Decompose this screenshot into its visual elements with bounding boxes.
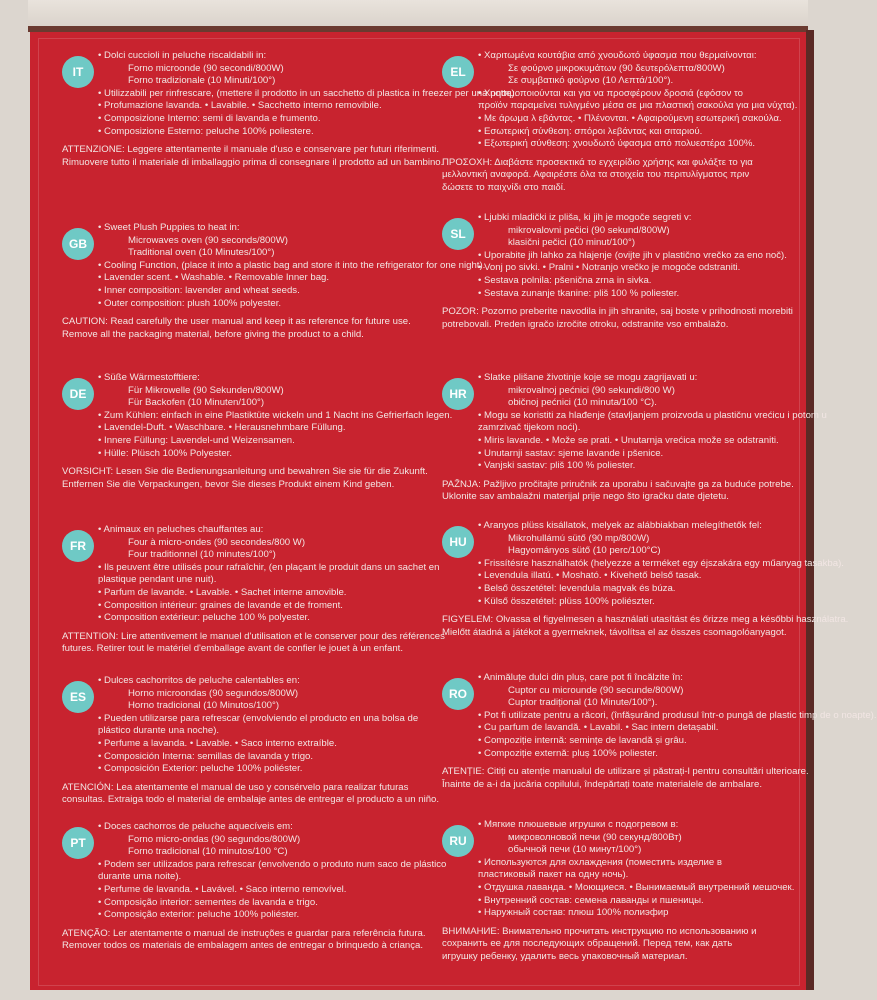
instruction-line: • Perfume de lavanda. • Lavável. • Saco interno removível.: [98, 883, 347, 895]
instruction-line: • Profumazione lavanda. • Lavabile. • Sacchetto interno removibile.: [98, 100, 382, 112]
language-badge-pt: PT: [62, 827, 94, 859]
warning-line: Remove all the packaging material, before giving the product to a child.: [62, 328, 364, 340]
instruction-line: • Pot fi utilizate pentru a răcori, (înfășurând produsul într-o pungă de plastic timp de o noapte).: [478, 709, 877, 721]
language-badge-fr: FR: [62, 530, 94, 562]
instruction-line: Hagyományos sütő (10 perc/100°C): [508, 545, 661, 557]
instructions-text: [98, 675, 432, 776]
warning-line: игрушку ребенку, удалить весь упаковочный материал.: [442, 950, 688, 962]
instruction-line: • Utilizzabili per rinfrescare, (mettere il prodotto in un sacchetto di plastica in freezer per una notte).: [98, 87, 518, 99]
instruction-line: • Dolci cuccioli in peluche riscaldabili in:: [98, 50, 267, 61]
instructions-text: [478, 372, 827, 473]
warning-line: ВНИМАНИЕ: Внимательно прочитать инструкцию по использованию и: [442, 925, 757, 937]
instruction-line: • Composizione Interno: semi di lavanda e frumento.: [98, 112, 321, 124]
instruction-line: • Εξωτερική σύνθεση: χνουδωτό ύφασμα από πολυεστέρα 100%.: [478, 138, 756, 150]
warning-line: VORSICHT: Lesen Sie die Bedienungsanleitung und bewahren Sie sie für die Zukunft.: [62, 466, 428, 478]
instruction-line: • Zum Kühlen: einfach in eine Plastiktüte wickeln und 1 Nacht ins Gefrierfach legen.: [98, 409, 453, 421]
instruction-line: Cuptor tradițional (10 Minute/100°).: [508, 697, 658, 709]
instruction-line: Σε συμβατικό φούρνο (10 Λεπτά/100°).: [508, 75, 674, 87]
warning-text: [442, 926, 812, 964]
warning-line: Înainte de a-i da jucăria copilului, îndepărtați toate materialele de ambalare.: [442, 778, 762, 790]
warning-text: [62, 466, 432, 491]
instruction-line: • Composição exterior: peluche 100% poliéster.: [98, 909, 300, 921]
instruction-line: običnoj pećnici (10 minuta/100 °C).: [508, 397, 657, 409]
instruction-line: • Vonj po sivki. • Pralni • Notranjo vrečko je mogoče odstraniti.: [478, 262, 741, 274]
instruction-line: • Innere Füllung: Lavendel-und Weizensamen.: [98, 434, 295, 446]
instruction-line: plastique pendant une nuit).: [98, 574, 217, 586]
instruction-line: • Composição interior: sementes de lavanda e trigo.: [98, 896, 318, 908]
warning-line: ΠΡΟΣΟΧΗ: Διαβάστε προσεκτικά το εγχειρίδιο χρήσης και φυλάξτε το για: [442, 156, 753, 168]
warning-line: сохранить ее для последующих обращений. Перед тем, как дать: [442, 938, 733, 950]
instruction-line: обычной печи (10 минут/100°): [508, 844, 642, 856]
warning-line: ATENCIÓN: Lea atentamente el manual de uso y consérvelo para realizar futuras: [62, 781, 409, 793]
instruction-line: mikrovalnoj pećnici (90 sekundi/800 W): [508, 384, 675, 396]
instruction-line: • Χαριτωμένα κουτάβια από χνουδωτό ύφασμα που θερμαίνονται:: [478, 50, 757, 61]
instruction-line: • Süße Wärmestofftiere:: [98, 372, 200, 383]
instructions-text: [98, 50, 518, 138]
instruction-line: • Sestava zunanje tkanine: pliš 100 % poliester.: [478, 287, 680, 299]
instruction-line: • Animăluțe dulci din pluș, care pot fi încălzite în:: [478, 672, 683, 683]
instruction-line: • Levendula illatú. • Mosható. • Kivehető belső tasak.: [478, 570, 702, 582]
instruction-line: Für Backofen (10 Minuten/100°): [128, 397, 265, 409]
warning-text: [62, 928, 432, 953]
warning-text: [442, 766, 812, 791]
warning-line: Mielőtt átadná a játékot a gyermeknek, távolítsa el az összes csomagolóanyagot.: [442, 626, 787, 638]
instruction-line: Für Mikrowelle (90 Sekunden/800W): [128, 384, 284, 396]
language-badge-it: IT: [62, 56, 94, 88]
instruction-line: • Parfum de lavande. • Lavable. • Sachet interne amovible.: [98, 586, 347, 598]
instruction-line: • Внутренний состав: семена лаванды и пшеницы.: [478, 894, 704, 906]
warning-line: Entfernen Sie die Verpackungen, bevor Sie dieses Produkt einem Kind geben.: [62, 478, 395, 490]
instruction-line: • Pueden utilizarse para refrescar (envolviendo el producto en una bolsa de: [98, 712, 419, 724]
instruction-line: • Animaux en peluches chauffantes au:: [98, 524, 264, 535]
instruction-line: • Ils peuvent être utilisés pour rafraîchir, (en plaçant le produit dans un sachet en: [98, 561, 440, 573]
instruction-line: Forno tradicional (10 minutos/100 °C): [128, 846, 288, 858]
instruction-line: • Εσωτερική σύνθεση: σπόροι λεβάντας και σιταριού.: [478, 125, 703, 137]
instruction-line: Σε φούρνο μικροκυμάτων (90 δευτερόλεπτα/800W): [508, 62, 725, 74]
instruction-line: • Podem ser utilizados para refrescar (envolvendo o produto num saco de plástico: [98, 858, 447, 870]
instruction-line: • Composition extérieur: peluche 100 % polyester.: [98, 612, 310, 624]
instruction-line: • Με άρωμα λ εβάντας. • Πλένονται. • Αφαιρούμενη εσωτερική σακούλα.: [478, 112, 782, 124]
instructions-text: [478, 520, 844, 608]
warning-text: [442, 306, 812, 331]
language-badge-hu: HU: [442, 526, 474, 558]
instruction-line: Horno tradicional (10 Minutos/100°): [128, 700, 280, 712]
instruction-line: пластиковый пакет на одну ночь).: [478, 869, 629, 881]
instructions-text: [478, 672, 877, 760]
warning-line: ATTENTION: Lire attentivement le manuel d'utilisation et le conserver pour des références: [62, 630, 445, 642]
instruction-line: • Наружный состав: плюш 100% полиэфир: [478, 907, 669, 919]
warning-line: futures. Retirer tout le matériel d'emballage avant de confier le jouet à un enfant.: [62, 643, 404, 655]
instruction-line: • Külső összetétel: plüss 100% poliészter.: [478, 595, 655, 607]
instruction-line: plástico durante una noche).: [98, 725, 220, 737]
instruction-line: • Vanjski sastav: pliš 100 % poliester.: [478, 460, 636, 472]
instruction-line: Traditional oven (10 Minutes/100°): [128, 247, 275, 259]
instructions-text: [478, 819, 812, 920]
instruction-line: Four à micro-ondes (90 secondes/800 W): [128, 536, 306, 548]
instructions-text: [478, 50, 812, 151]
instructions-text: [98, 821, 447, 922]
warning-line: Remover todos os materiais de embalagem antes de entregar o brinquedo à criança.: [62, 940, 424, 952]
instruction-line: • Composición Exterior: peluche 100% poliéster.: [98, 763, 303, 775]
warning-text: [62, 316, 432, 341]
instruction-line: • Lavendel-Duft. • Waschbare. • Herausnehmbare Füllung.: [98, 422, 346, 434]
instruction-line: • Отдушка лаванда. • Моющиеся. • Вынимаемый внутренний мешочек.: [478, 881, 795, 893]
warning-text: [442, 614, 849, 639]
language-badge-ru: RU: [442, 825, 474, 857]
warning-line: PAŽNJA: Pažljivo pročitajte priručnik za uporabu i sačuvajte ga za buduće potrebe.: [442, 478, 794, 490]
instruction-line: mikrovalovni pečici (90 sekund/800W): [508, 224, 670, 236]
instruction-line: klasični pečici (10 minut/100°): [508, 237, 636, 249]
warning-line: CAUTION: Read carefully the user manual and keep it as reference for future use.: [62, 316, 411, 328]
instruction-line: • Unutarnji sastav: sjeme lavande i pšenice.: [478, 447, 664, 459]
instruction-line: • Perfume a lavanda. • Lavable. • Saco interno extraíble.: [98, 737, 337, 749]
instruction-line: • Lavender scent. • Washable. • Removable Inner bag.: [98, 272, 330, 284]
instruction-line: • Inner composition: lavender and wheat seeds.: [98, 284, 300, 296]
warning-text: [442, 157, 812, 195]
warning-line: ATENÇÃO: Ler atentamente o manual de instruções e guardar para referência futura.: [62, 927, 426, 939]
instruction-line: Forno micro-ondas (90 segundos/800W): [128, 833, 301, 845]
instruction-line: • Dulces cachorritos de peluche calentables en:: [98, 675, 300, 686]
language-badge-sl: SL: [442, 218, 474, 250]
warning-line: Rimuovere tutto il materiale di imballaggio prima di consegnare il prodotto ad un bambino.: [62, 156, 444, 168]
instruction-line: • Composition intérieur: graines de lavande et de froment.: [98, 599, 343, 611]
package-back-panel: [30, 32, 877, 990]
language-badge-de: DE: [62, 378, 94, 410]
instruction-line: • Мягкие плюшевые игрушки с подогревом в:: [478, 819, 679, 830]
warning-line: FIGYELEM: Olvassa el figyelmesen a használati utasítást és őrizze meg a későbbi használatra.: [442, 614, 849, 626]
warning-line: ATENȚIE: Citiți cu atenție manualul de utilizare și păstrați-l pentru consultări ulterioare.: [442, 766, 809, 778]
instruction-line: • Используются для охлаждения (поместить изделие в: [478, 856, 723, 868]
warning-text: [62, 781, 440, 807]
instruction-line: • Χρησιμοποιούνται και για να προσφέρουν δροσιά (εφόσον το: [478, 87, 743, 99]
instruction-line: • Doces cachorros de peluche aquecíveis em:: [98, 821, 293, 832]
instruction-line: • Ljubki mladički iz pliša, ki jih je mogoče segreti v:: [478, 212, 692, 223]
instruction-line: • Uporabite jih lahko za hlajenje (ovijte jih v plastično vrečko za eno noč).: [478, 249, 787, 261]
instruction-line: • Compoziție externă: pluș 100% poliester.: [478, 747, 658, 759]
instruction-line: микроволновой печи (90 секунд/800Вт): [508, 831, 682, 843]
instruction-line: • Cu parfum de lavandă. • Lavabil. • Sac intern detașabil.: [478, 722, 719, 734]
language-badge-ro: RO: [442, 678, 474, 710]
instruction-line: • Sweet Plush Puppies to heat in:: [98, 222, 240, 233]
instructions-text: [98, 524, 440, 625]
instruction-line: • Sestava polnila: pšenična zrna in sivka.: [478, 274, 652, 286]
instruction-line: Microwaves oven (90 seconds/800W): [128, 234, 288, 246]
warning-text: [442, 479, 812, 504]
instruction-line: • Belső összetétel: levendula magvak és búza.: [478, 582, 676, 594]
warning-line: Uklonite sav ambalažni materijal prije nego što igračku date djetetu.: [442, 491, 729, 503]
instruction-line: • Mogu se koristiti za hlađenje (stavljanjem proizvoda u plastičnu vrećicu i potom u: [478, 409, 827, 421]
instruction-line: Mikrohullámú sütő (90 mp/800W): [508, 532, 650, 544]
warning-text: [62, 630, 445, 656]
warning-line: δώσετε το παιχνίδι στο παιδί.: [442, 181, 566, 193]
instruction-line: Cuptor cu microunde (90 secunde/800W): [508, 684, 684, 696]
instruction-line: προϊόν παραμείνει τυλιγμένο μέσα σε μια πλαστική σακούλα για μια νύχτα).: [478, 100, 798, 112]
instruction-line: • Composizione Esterno: peluche 100% poliestere.: [98, 125, 314, 137]
warning-line: ATTENZIONE: Leggere attentamente il manuale d'uso e conservare per futuri riferimenti.: [62, 144, 440, 156]
language-badge-es: ES: [62, 681, 94, 713]
warning-line: potrebovali. Preden igračo izročite otroku, odstranite vso embalažo.: [442, 318, 729, 330]
warning-line: consultas. Extraiga todo el material de embalaje antes de entregar el producto a un niño.: [62, 794, 440, 806]
warning-line: POZOR: Pozorno preberite navodila in jih shranite, saj boste v prihodnosti morebiti: [442, 306, 793, 318]
language-badge-el: EL: [442, 56, 474, 88]
instruction-line: Horno microondas (90 segundos/800W): [128, 687, 299, 699]
instruction-line: Forno microonde (90 secondi/800W): [128, 62, 284, 74]
instructions-text: [478, 212, 812, 300]
instruction-line: • Miris lavande. • Može se prati. • Unutarnja vrećica može se odstraniti.: [478, 434, 779, 446]
instructions-text: [98, 372, 453, 460]
instruction-line: • Cooling Function, (place it into a plastic bag and store it into the refrigerator for one night).: [98, 259, 486, 271]
instruction-line: • Frissítésre használhatók (helyezze a terméket egy éjszakára egy műanyag tasakba).: [478, 557, 844, 569]
instruction-line: • Outer composition: plush 100% polyester.: [98, 297, 282, 309]
language-badge-gb: GB: [62, 228, 94, 260]
language-badge-hr: HR: [442, 378, 474, 410]
instruction-line: durante uma noite).: [98, 871, 182, 883]
instruction-line: • Compoziție internă: semințe de lavandă și grâu.: [478, 734, 687, 746]
instruction-line: • Hülle: Plüsch 100% Polyester.: [98, 447, 233, 459]
instruction-line: • Aranyos plüss kisállatok, melyek az alábbiakban melegíthetők fel:: [478, 520, 762, 531]
warning-line: μελλοντική αναφορά. Αφαιρέστε όλα τα στοιχεία του περιτυλίγματος πριν: [442, 169, 750, 181]
instruction-line: Four traditionnel (10 minutes/100°): [128, 549, 276, 561]
instruction-line: zamrzivač tijekom noći).: [478, 422, 581, 434]
instruction-line: • Composición Interna: semillas de lavanda y trigo.: [98, 750, 314, 762]
instruction-line: Forno tradizionale (10 Minuti/100°): [128, 75, 276, 87]
instruction-line: • Slatke plišane životinje koje se mogu zagrijavati u:: [478, 372, 698, 383]
warning-text: [62, 144, 444, 169]
